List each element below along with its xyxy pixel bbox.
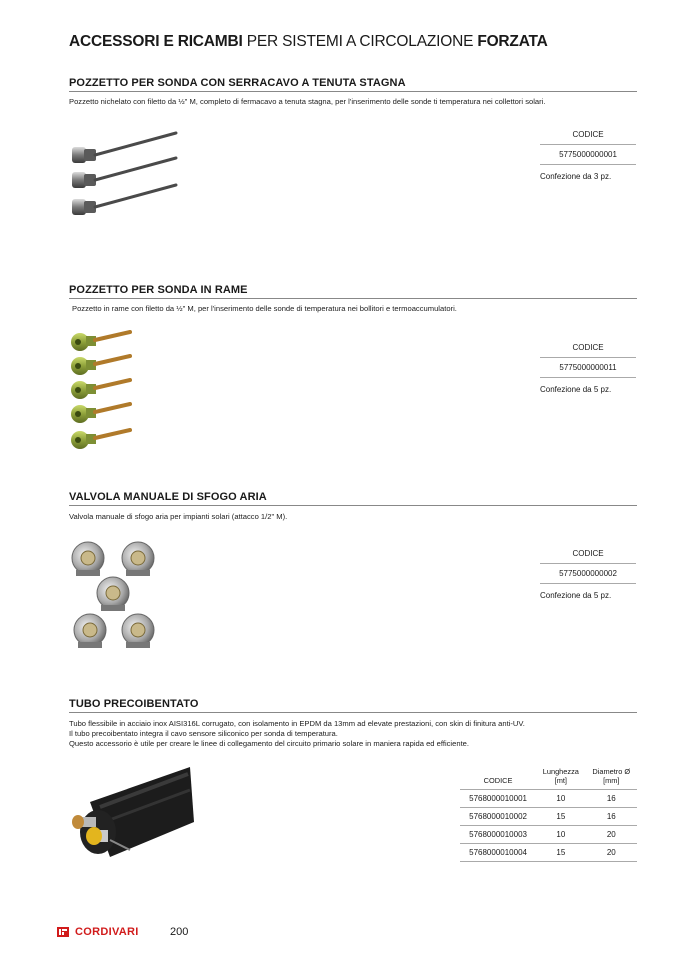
cell: 20 (586, 826, 637, 844)
cell: 16 (586, 808, 637, 826)
tubo-precoibentato-image (70, 762, 194, 862)
cell: 5768000010002 (460, 808, 536, 826)
table-row (460, 808, 637, 826)
table-row (460, 826, 637, 844)
valvola-sfogo-image (70, 540, 165, 655)
column-header: Diametro Ø [mm] (586, 765, 637, 790)
code-label: CODICE (540, 130, 636, 145)
code-box (540, 343, 636, 394)
pack-size: Confezione da 5 pz. (540, 591, 612, 600)
product-code: 5775000000002 (540, 564, 636, 584)
pack-size: Confezione da 3 pz. (540, 172, 612, 181)
pozzetto-rame-image (68, 326, 134, 456)
section-title-pozzetto-rame: POZZETTO PER SONDA IN RAME (69, 284, 637, 299)
code-box (540, 130, 636, 181)
cell: 10 (536, 790, 585, 808)
pack-size: Confezione da 5 pz. (540, 385, 612, 394)
cell: 15 (536, 808, 585, 826)
page-number: 200 (170, 926, 189, 938)
column-header: CODICE (460, 765, 536, 790)
section-title-pozzetto-serracavo: POZZETTO PER SONDA CON SERRACAVO A TENUTA STAGNA (69, 77, 637, 92)
section-title-valvola-sfogo: VALVOLA MANUALE DI SFOGO ARIA (69, 491, 637, 506)
description-line: Tubo flessibile in acciaio inox AISI316L corrugato, con isolamento in EPDM da 13mm ad elevate prestazioni, con skin di finitura anti-UV. (69, 719, 525, 728)
section-description (69, 719, 637, 749)
table-row (460, 790, 637, 808)
code-box (540, 549, 636, 600)
cell: 5768000010004 (460, 844, 536, 862)
page-title: ACCESSORI E RICAMBI PER SISTEMI A CIRCOLAZIONE FORZATA (69, 33, 548, 50)
code-label: CODICE (540, 343, 636, 358)
cell: 5768000010001 (460, 790, 536, 808)
cell: 16 (586, 790, 637, 808)
tubo-table (460, 765, 637, 862)
section-description: Valvola manuale di sfogo aria per impianti solari (attacco 1/2" M). (69, 512, 288, 521)
section-description: Pozzetto nichelato con filetto da ½" M, completo di fermacavo a tenuta stagna, per l'inserimento delle sonde ti temperatura nei collettori solari. (69, 97, 546, 106)
product-code: 5775000000001 (540, 145, 636, 165)
cell: 10 (536, 826, 585, 844)
section-title-tubo-precoibentato: TUBO PRECOIBENTATO (69, 698, 637, 713)
section-description: Pozzetto in rame con filetto da ½" M, per l'inserimento delle sonde di temperatura nei bollitori e termoaccumulatori. (72, 304, 457, 313)
cell: 20 (586, 844, 637, 862)
footer-logo (57, 926, 139, 938)
brand-name: CORDIVARI (75, 926, 139, 938)
code-label: CODICE (540, 549, 636, 564)
cordivari-logo-icon (57, 926, 69, 938)
column-header: Lunghezza [mt] (536, 765, 585, 790)
cell: 5768000010003 (460, 826, 536, 844)
product-code: 5775000000011 (540, 358, 636, 378)
pozzetto-nichelato-image (68, 125, 180, 230)
cell: 15 (536, 844, 585, 862)
table-row (460, 844, 637, 862)
description-line: Questo accessorio è utile per creare le linee di collegamento del circuito primario solare in maniera rapida ed efficiente. (69, 739, 470, 748)
description-line: Il tubo precoibentato integra il cavo sensore siliconico per sonda di temperatura. (69, 729, 338, 738)
